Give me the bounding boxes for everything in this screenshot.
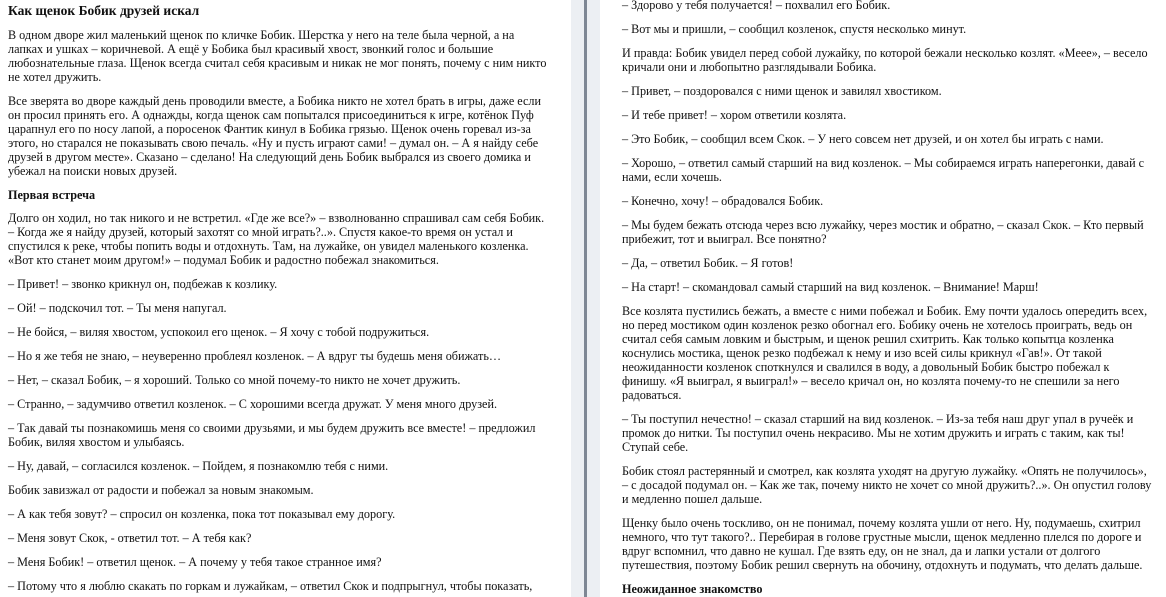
- left-page: [0, 0, 571, 597]
- section-heading: Первая встреча: [8, 188, 96, 202]
- paragraph: Все зверята во дворе каждый день проводили вместе, а Бобика никто не хотел брать в игры, даже если он просил принять его. А однажды, когда щенок сам попытался присоединиться к игре, котёнок Пуф царапнул его по носу лапой, а поросенок Фантик кинул в Бобика грязью. Щенок очень горевал из-за этого, но старался не показывать свою печаль. «Ну и пусть играют сами! – думал он. – А я найду себе друзей в другом месте». Сказано – сделано! На следующий день Бобик выбрался из своего домика и убежал на поиски новых друзей.: [8, 94, 542, 178]
- right-page: [600, 0, 1166, 597]
- paragraph: Бобик стоял растерянный и смотрел, как козлята уходят на другую лужайку. «Опять не получилось», – с досадой подумал он. – Как же так, почему никто не хочет со мной дружить?..». Он опустил голову и медленно пошел дальше.: [622, 464, 1152, 506]
- paragraph: – Конечно, хочу! – обрадовался Бобик.: [622, 194, 824, 208]
- paragraph: – На старт! – скомандовал самый старший на вид козленок. – Внимание! Марш!: [622, 280, 1039, 294]
- paragraph: – Да, – ответил Бобик. – Я готов!: [622, 256, 794, 270]
- paragraph: – А как тебя зовут? – спросил он козленка, пока тот показывал ему дорогу.: [8, 507, 396, 521]
- paragraph: Долго он ходил, но так никого и не встретил. «Где же все?» – взволнованно спрашивал сам себя Бобик. – Когда же я найду друзей, который захотят со мной играть?..». Спустя какое-то время он устал и спустился к реке, чтобы попить воды и отдохнуть. Там, на лужайке, он увидел маленького козленка. «Вот кто станет моим другом!» – подумал Бобик и радостно побежал знакомиться.: [8, 211, 545, 267]
- paragraph: – Хорошо, – ответил самый старший на вид козленок. – Мы собираемся играть наперегонки, давай с нами, если хочешь.: [622, 156, 1145, 184]
- paragraph: – Мы будем бежать отсюда через всю лужайку, через мостик и обратно, – сказал Скок. – Кто первый прибежит, тот и выиграл. Все понятно?: [622, 218, 1144, 246]
- paragraph: Бобик завизжал от радости и побежал за новым знакомым.: [8, 483, 314, 497]
- paragraph: – Ну, давай, – согласился козленок. – Пойдем, я познакомлю тебя с ними.: [8, 459, 389, 473]
- paragraph: – Это Бобик, – сообщил всем Скок. – У него совсем нет друзей, и он хотел бы играть с нами.: [622, 132, 1104, 146]
- paragraph: Все козлята пустились бежать, а вместе с ними побежал и Бобик. Ему почти удалось опередить всех, но перед мостиком один козленок резко обогнал его. Бобику очень не хотелось проиграть, ведь он считал себя самым ловким и быстрым, и щенок решил схитрить. Как только копытца козленка коснулись мостика, щенок резко подбежал к нему и изо всей силы крикнул «Гав!». От такой неожиданности козленок споткнулся и свалился в воду, а довольный Бобик быстро побежал к финишу. «Я выиграл, я выиграл!» – весело кричал он, но козлята почему-то не спешили за него радоваться.: [622, 304, 1148, 402]
- section-heading: Неожиданное знакомство: [622, 582, 763, 596]
- paragraph: В одном дворе жил маленький щенок по кличке Бобик. Шерстка у него на теле была черной, а на лапках и ушках – коричневой. А ещё у Бобика был красивый хвост, звонкий голос и большие любознательные глаза. Щенок всегда считал себя красивым и никак не мог понять, почему с ним никто не хотел дружить.: [8, 28, 547, 84]
- page-divider: [584, 0, 587, 597]
- paragraph: – Но я же тебя не знаю, – неуверенно проблеял козленок. – А вдруг ты будешь меня обижать…: [8, 349, 502, 363]
- paragraph: И правда: Бобик увидел перед собой лужайку, по которой бежали несколько козлят. «Мeee», – весело кричали они и любопытно разглядывали Бобика.: [622, 46, 1148, 74]
- paragraph: – Нет, – сказал Бобик, – я хороший. Только со мной почему-то никто не хочет дружить.: [8, 373, 461, 387]
- paragraph: Щенку было очень тоскливо, он не понимал, почему козлята ушли от него. Ну, подумаешь, схитрил немного, что тут такого?.. Перебирая в голове грустные мысли, щенок медленно плелся по дороге и вдруг вспомнил, что давно не кушал. Где взять еду, он не знал, да и лапки устали от долгого путешествия, поэтому Бобик решил свернуть на обочину, отдохнуть и подумать, что делать дальше.: [622, 516, 1143, 572]
- paragraph: – Не бойся, – виляя хвостом, успокоил его щенок. – Я хочу с тобой подружиться.: [8, 325, 430, 339]
- paragraph: – Меня Бобик! – ответил щенок. – А почему у тебя такое странное имя?: [8, 555, 382, 569]
- paragraph: – Потому что я люблю скакать по горкам и лужайкам, – ответил Скок и подпрыгнул, чтобы показать,: [8, 579, 533, 593]
- paragraph: – И тебе привет! – хором ответили козлята.: [622, 108, 847, 122]
- paragraph: – Странно, – задумчиво ответил козленок. – С хорошими всегда дружат. У меня много друзей.: [8, 397, 498, 411]
- paragraph: – Ой! – подскочил тот. – Ты меня напугал.: [8, 301, 227, 315]
- paragraph: – Ты поступил нечестно! – сказал старший на вид козленок. – Из-за тебя наш друг упал в ручеёк и промок до нитки. Ты поступил очень некрасиво. Мы не хотим дружить и играть с таким, как ты! Ступай себе.: [622, 412, 1134, 454]
- paragraph: – Так давай ты познакомишь меня со своими друзьями, и мы будем дружить все вместе! – предложил Бобик, виляя хвостом и улыбаясь.: [8, 421, 536, 449]
- right-page-content: [600, 0, 1152, 597]
- paragraph: – Привет! – звонко крикнул он, подбежав к козлику.: [8, 277, 278, 291]
- paragraph: – Вот мы и пришли, – сообщил козленок, спустя несколько минут.: [622, 22, 967, 36]
- paragraph: – Меня зовут Скок, - ответил тот. – А тебя как?: [8, 531, 252, 545]
- left-page-content: [0, 0, 548, 597]
- paragraph: – Здорово у тебя получается! – похвалил его Бобик.: [622, 0, 891, 12]
- paragraph: – Привет, – поздоровался с ними щенок и завилял хвостиком.: [622, 84, 942, 98]
- story-title: Как щенок Бобик друзей искал: [8, 3, 200, 18]
